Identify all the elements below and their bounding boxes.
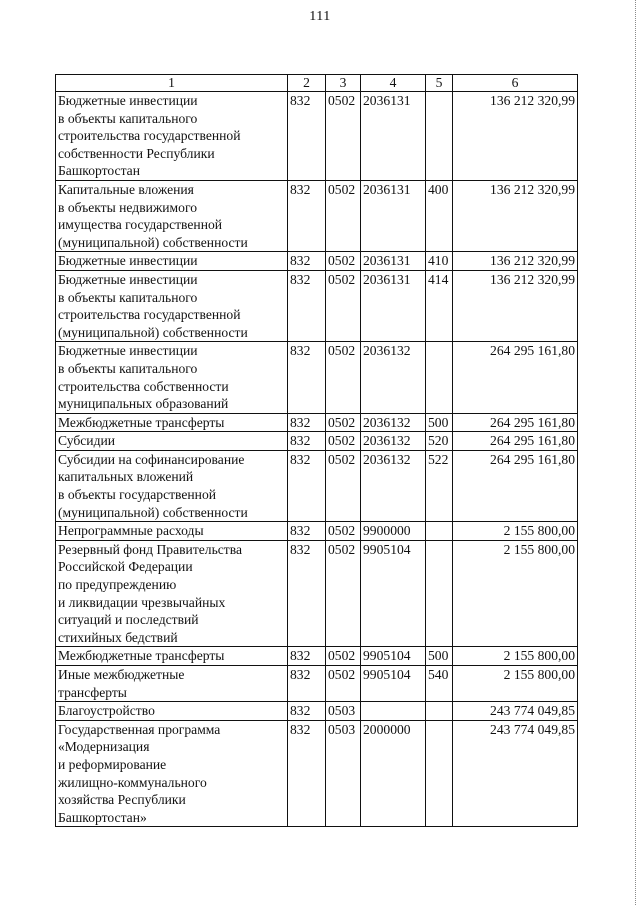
row-col-5-cell [426, 540, 453, 647]
table-row [56, 647, 578, 666]
page-number: 111 [309, 9, 331, 24]
row-col-4-cell: 2036132 [361, 450, 426, 521]
row-col-2-cell: 832 [288, 720, 326, 827]
row-col-5-cell [426, 342, 453, 413]
table-row [56, 432, 578, 451]
row-col-2-cell: 832 [288, 252, 326, 271]
row-col-5-cell: 400 [426, 180, 453, 251]
row-col-4-cell: 2036132 [361, 342, 426, 413]
row-name-cell: Межбюджетные трансферты [56, 413, 288, 432]
row-col-5-cell: 522 [426, 450, 453, 521]
header-col-5: 5 [426, 75, 453, 92]
page-edge [635, 0, 640, 905]
row-col-4-cell: 9905104 [361, 540, 426, 647]
row-amount-cell: 136 212 320,99 [453, 180, 578, 251]
row-amount-cell: 264 295 161,80 [453, 342, 578, 413]
row-col-4-cell: 2036131 [361, 252, 426, 271]
row-name-cell: Капитальные вложения в объекты недвижимого имущества государственной (муниципальной) собственности [56, 180, 288, 251]
row-col-3-cell: 0502 [326, 540, 361, 647]
table-row [56, 450, 578, 521]
row-col-2-cell: 832 [288, 647, 326, 666]
row-col-3-cell: 0503 [326, 702, 361, 721]
budget-table [55, 74, 578, 827]
row-name-cell: Бюджетные инвестиции в объекты капитального строительства государственной собственности Республики Башкортостан [56, 92, 288, 181]
table-row [56, 522, 578, 541]
row-amount-cell: 264 295 161,80 [453, 432, 578, 451]
row-col-2-cell: 832 [288, 540, 326, 647]
table-row [56, 270, 578, 341]
row-amount-cell: 264 295 161,80 [453, 413, 578, 432]
row-col-5-cell [426, 92, 453, 181]
row-col-3-cell: 0502 [326, 432, 361, 451]
row-name-cell: Бюджетные инвестиции в объекты капитального строительства государственной (муниципальной) собственности [56, 270, 288, 341]
table-row [56, 413, 578, 432]
row-amount-cell: 2 155 800,00 [453, 666, 578, 702]
table-row [56, 720, 578, 827]
table-row [56, 92, 578, 181]
row-col-3-cell: 0502 [326, 342, 361, 413]
row-col-2-cell: 832 [288, 666, 326, 702]
table-row [56, 540, 578, 647]
row-col-2-cell: 832 [288, 702, 326, 721]
row-amount-cell: 243 774 049,85 [453, 702, 578, 721]
row-col-3-cell: 0502 [326, 413, 361, 432]
row-col-4-cell: 2036132 [361, 413, 426, 432]
row-amount-cell: 2 155 800,00 [453, 540, 578, 647]
row-col-4-cell: 2036131 [361, 270, 426, 341]
table-body [56, 92, 578, 827]
header-col-1: 1 [56, 75, 288, 92]
header-col-3: 3 [326, 75, 361, 92]
row-amount-cell: 136 212 320,99 [453, 92, 578, 181]
row-col-2-cell: 832 [288, 432, 326, 451]
row-amount-cell: 264 295 161,80 [453, 450, 578, 521]
row-col-3-cell: 0502 [326, 647, 361, 666]
row-col-5-cell: 500 [426, 413, 453, 432]
row-amount-cell: 136 212 320,99 [453, 252, 578, 271]
row-name-cell: Бюджетные инвестиции в объекты капитального строительства собственности муниципальных образований [56, 342, 288, 413]
row-col-5-cell [426, 720, 453, 827]
header-col-6: 6 [453, 75, 578, 92]
row-name-cell: Бюджетные инвестиции [56, 252, 288, 271]
row-col-4-cell: 2036131 [361, 92, 426, 181]
row-col-5-cell: 500 [426, 647, 453, 666]
row-col-5-cell: 520 [426, 432, 453, 451]
row-col-5-cell: 410 [426, 252, 453, 271]
row-name-cell: Субсидии на софинансирование капитальных вложений в объекты государственной (муниципальной) собственности [56, 450, 288, 521]
row-name-cell: Государственная программа «Модернизация и реформирование жилищно-коммунального хозяйства Республики Башкортостан» [56, 720, 288, 827]
row-name-cell: Субсидии [56, 432, 288, 451]
table-row [56, 702, 578, 721]
row-col-3-cell: 0503 [326, 720, 361, 827]
row-name-cell: Резервный фонд Правительства Российской Федерации по предупреждению и ликвидации чрезвычайных ситуаций и последствий стихийных бедствий [56, 540, 288, 647]
row-col-3-cell: 0502 [326, 450, 361, 521]
row-col-3-cell: 0502 [326, 92, 361, 181]
row-col-3-cell: 0502 [326, 666, 361, 702]
row-amount-cell: 243 774 049,85 [453, 720, 578, 827]
row-col-3-cell: 0502 [326, 270, 361, 341]
row-col-2-cell: 832 [288, 413, 326, 432]
row-col-4-cell: 9905104 [361, 666, 426, 702]
row-col-5-cell [426, 702, 453, 721]
row-col-2-cell: 832 [288, 270, 326, 341]
header-col-4: 4 [361, 75, 426, 92]
row-col-4-cell: 9900000 [361, 522, 426, 541]
row-col-3-cell: 0502 [326, 522, 361, 541]
table-row [56, 180, 578, 251]
row-col-2-cell: 832 [288, 522, 326, 541]
row-col-2-cell: 832 [288, 180, 326, 251]
row-name-cell: Непрограммные расходы [56, 522, 288, 541]
header-row [56, 75, 578, 92]
header-col-2: 2 [288, 75, 326, 92]
row-col-5-cell: 540 [426, 666, 453, 702]
row-col-4-cell: 9905104 [361, 647, 426, 666]
row-name-cell: Иные межбюджетные трансферты [56, 666, 288, 702]
row-col-5-cell [426, 522, 453, 541]
row-col-3-cell: 0502 [326, 252, 361, 271]
row-col-2-cell: 832 [288, 342, 326, 413]
row-col-4-cell [361, 702, 426, 721]
row-name-cell: Благоустройство [56, 702, 288, 721]
row-name-cell: Межбюджетные трансферты [56, 647, 288, 666]
row-col-4-cell: 2000000 [361, 720, 426, 827]
row-amount-cell: 136 212 320,99 [453, 270, 578, 341]
row-col-4-cell: 2036132 [361, 432, 426, 451]
row-col-3-cell: 0502 [326, 180, 361, 251]
row-amount-cell: 2 155 800,00 [453, 522, 578, 541]
row-col-4-cell: 2036131 [361, 180, 426, 251]
row-col-2-cell: 832 [288, 92, 326, 181]
table-row [56, 342, 578, 413]
row-col-5-cell: 414 [426, 270, 453, 341]
row-col-2-cell: 832 [288, 450, 326, 521]
row-amount-cell: 2 155 800,00 [453, 647, 578, 666]
table-row [56, 666, 578, 702]
table-row [56, 252, 578, 271]
